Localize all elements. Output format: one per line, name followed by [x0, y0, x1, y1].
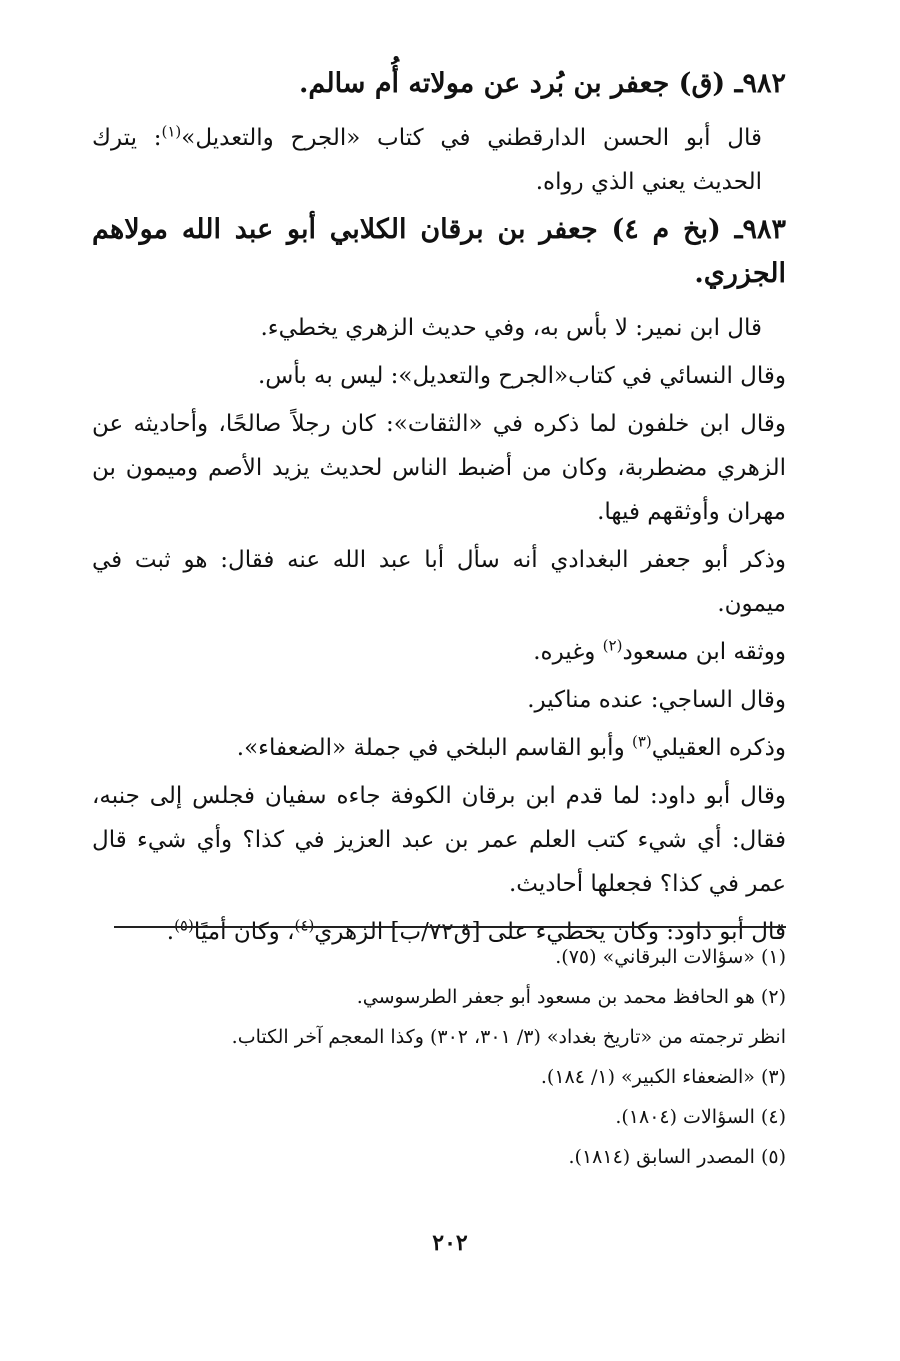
paragraph [92, 538, 786, 626]
entry-heading-982: ٩٨٢ـ (ق) جعفر بن بُرد عن مولاته أُم سالم. [298, 68, 786, 99]
paragraph [92, 306, 786, 350]
paragraph [92, 678, 786, 722]
footnote-ref[interactable]: (٣) [632, 732, 652, 751]
footnote-continuation: انظر ترجمته من «تاريخ بغداد» (٣/ ٣٠١، ٣٠٢) وكذا المعجم آخر الكتاب. [231, 1026, 786, 1048]
footnote: (١) «سؤالات البرقاني» (٧٥). [555, 946, 786, 968]
footnote-ref[interactable]: (٥) [174, 916, 194, 935]
paragraph-text: وقال ابن خلفون لما ذكره في «الثقات»: كان رجلاً صالحًا، وأحاديثه عن الزهري مضطربة، وكان من أضبط الناس لحديث يزيد الأصم وميمون بن مهران وأوثقهم فيها. [92, 411, 786, 525]
paragraph-text: وقال النسائي في كتاب«الجرح والتعديل»: ليس به بأس. [257, 363, 786, 389]
paragraph-text: : يترك الحديث يعني الذي رواه. [92, 125, 762, 195]
footnote: (٤) السؤالات (١٨٠٤). [615, 1106, 786, 1128]
paragraph-text: قال ابن نمير: لا بأس به، وفي حديث الزهري يخطيء. [260, 315, 762, 341]
footnote: (٣) «الضعفاء الكبير» (١/ ١٨٤). [540, 1066, 786, 1088]
footnote: (٥) المصدر السابق (١٨١٤). [568, 1146, 786, 1168]
footnotes [92, 938, 786, 1178]
paragraph-text: وغيره. [533, 639, 603, 665]
main-text [92, 62, 786, 958]
paragraph-text: وقال الساجي: عنده مناكير. [527, 687, 786, 713]
paragraph-text: قال أبو داود: وكان يخطيء على [ق٧٢/ب] الزهري [314, 919, 786, 945]
page-number: ٢٠٢ [432, 1230, 468, 1256]
paragraph-text: وقال أبو داود: لما قدم ابن برقان الكوفة جاءه سفيان فجلس إلى جنبه، فقال: أي شيء كتب العلم عمر بن عبد العزيز في كذا؟ وأي شيء قال عمر في كذا؟ فجعلها أحاديث. [92, 783, 786, 897]
paragraph [92, 402, 786, 534]
footnote-ref[interactable]: (٤) [294, 916, 315, 935]
footnote-divider [114, 926, 786, 928]
paragraph [92, 354, 786, 398]
footnote-ref[interactable]: (٢) [602, 636, 623, 655]
footnote: (٢) هو الحافظ محمد بن مسعود أبو جعفر الطرسوسي. [356, 986, 786, 1008]
footnote-ref[interactable]: (١) [161, 122, 182, 141]
paragraph [92, 116, 786, 204]
paragraph-text: وذكره العقيلي [651, 735, 786, 761]
entry-heading-983: ٩٨٣ـ (بخ م ٤) جعفر بن برقان الكلابي أبو عبد الله مولاهم الجزري. [92, 214, 786, 289]
paragraph [92, 726, 786, 770]
paragraph-text: . [166, 919, 175, 945]
paragraph-text: وأبو القاسم البلخي في جملة «الضعفاء». [236, 735, 632, 761]
paragraph-text: ، وكان أميًا [193, 919, 295, 945]
paragraph-text: قال أبو الحسن الدارقطني في كتاب «الجرح والتعديل» [181, 125, 762, 151]
paragraph-text: وذكر أبو جعفر البغدادي أنه سأل أبا عبد الله عنه فقال: هو ثبت في ميمون. [92, 547, 786, 617]
paragraph-text: ووثقه ابن مسعود [622, 639, 786, 665]
paragraph [92, 774, 786, 906]
paragraph [92, 630, 786, 674]
